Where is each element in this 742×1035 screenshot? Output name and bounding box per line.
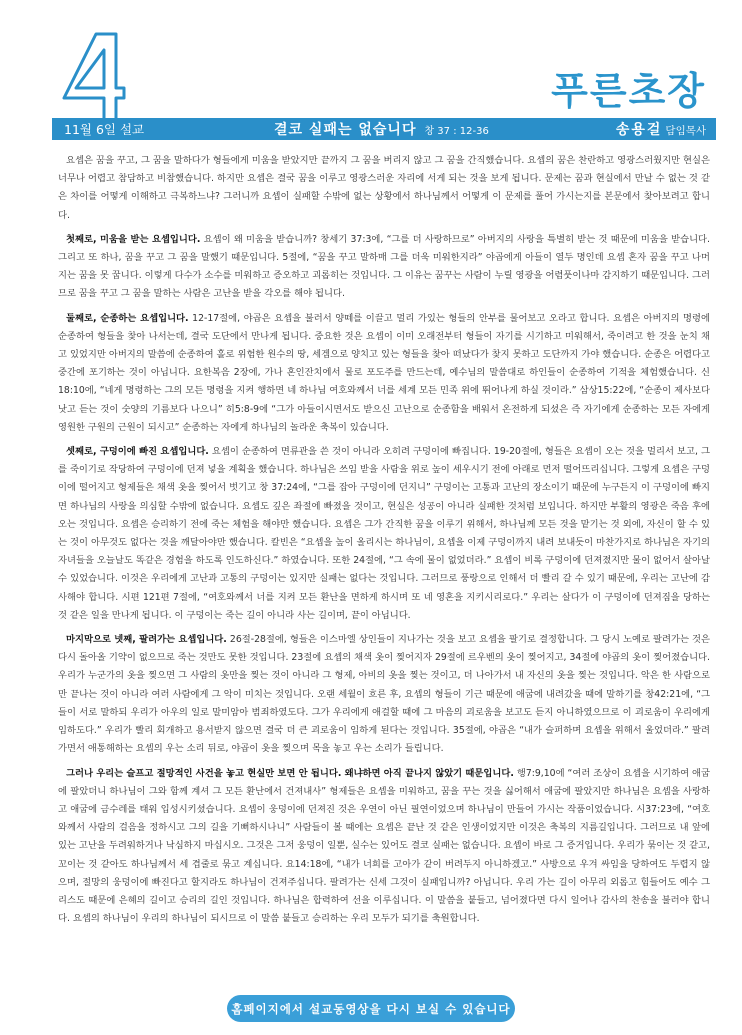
paragraph-point-3 (58, 443, 710, 625)
point-3-text: 요셉이 순종하여 면류관을 쓴 것이 아니라 오히려 구덩이에 빠집니다. 19-20절에, 형들은 요셉이 오는 것을 멀리서 보고, 그를 죽이기로 작당하여 구덩이에 던져 넣을 계획을 했습니다. 하나님은 쓰임 받을 사람을 위로 높이 세우시기 전에 아래로 먼저 떨어뜨리십니다. 그렇게 요셉은 구덩이에 떨어지고 형제들은 채색 옷을 찢어서 벗기고 창 37:24에, “그를 잡아 구덩이에 던지니” 구덩이는 고통과 고난의 장소이기 때문에 누구든지 이 구덩이에 빠지면 하나님의 사랑을 의심할 수밖에 없습니다. 요셉도 깊은 좌절에 빠졌을 것이고, 현실은 성공이 아니라 실패한 것처럼 보입니다. 하지만 부활의 영광은 죽음 후에 오는 것입니다. 요셉은 승리하기 전에 죽는 체험을 해야만 했습니다. 요셉은 그가 간직한 꿈을 이루기 위해서, 하나님께 모든 것을 맡기는 것 외에, 자신이 할 수 있는 것이 아무것도 없다는 것을 깨달아야만 했습니다. 칼빈은 “요셉을 높이 올리시는 하나님이, 요셉을 이제 구덩이까지 내려 보내듯이 마찬가지로 하나님은 자기의 자녀들을 오늘날도 똑같은 경험을 하도록 인도하신다.” 하였습니다. 또한 24절에, “그 속에 물이 없었더라.” 요셉이 비록 구덩이에 던져졌지만 물이 없어서 살아날 수 있었습니다. 이것은 우리에게 고난과 고통의 구덩이는 있지만 실패는 없다는 것입니다. 그러므로 풍랑으로 인해서 더 빨리 갈 수 있기 때문에, 우리는 고난에 감사해야 합니다. 시편 121편 7절에, “여호와께서 너를 지켜 모든 환난을 면하게 하시며 또 네 영혼을 지키시리로다.” 우리는 살다가 이 구덩이에 던져짐을 당하는 것 같은 일을 만나게 됩니다. 이 구덩이는 죽는 길이 아니라 사는 길이며, 끝이 아닙니다. (58, 446, 710, 621)
brand-title: 푸른초장 (551, 69, 706, 113)
video-notice-button[interactable]: 홈페이지에서 설교동영상을 다시 보실 수 있습니다 (227, 995, 515, 1022)
point-1-text: 요셉이 왜 미움을 받습니까? 창세기 37:3에, “그를 더 사랑하므로” 아버지의 사랑을 특별히 받는 것 때문에 미움을 받습니다. 그리고 또 하나, 꿈을 꾸고 그 꿈을 말했기 때문입니다. 5절에, “꿈을 꾸고 말하매 그를 더욱 미워한지라” 야곱에게 아들이 열두 명인데 요셉 혼자 꿈을 꾸고 나머지는 꿈을 못 꿉니다. 이렇게 다수가 소수를 미워하고 증오하고 괴롭히는 것입니다. 그 이유는 꿈꾸는 사람이 누릴 영광을 어렴풋이나마 감지하기 때문입니다. 그러므로 꿈을 꾸고 그 꿈을 말하는 사람은 고난을 받을 각오를 해야 됩니다. (58, 233, 710, 300)
scripture-reference: 창 37 : 12-36 (424, 126, 489, 137)
paragraph-intro: 요셉은 꿈을 꾸고, 그 꿈을 말하다가 형들에게 미움을 받았지만 끝까지 그 꿈을 버리지 않고 그 꿈을 간직했습니다. 요셉의 꿈은 찬란하고 영광스러웠지만 현실은 너무나 어렵고 참담하고 비참했습니다. 하지만 요셉은 결국 꿈을 이루고 영광스러운 자리에 서게 되는 것을 보게 됩니다. 문제는 꿈과 현실에서 만날 수 없는 것 같은 차이를 어떻게 이해하고 극복하느냐? 그러니까 요셉이 실패할 수밖에 없는 상황에서 하나님께서 어떻게 이 문제를 풀어 가시는지를 본문에서 찾아보려고 합니다. (58, 155, 710, 221)
point-3-heading: 셋째로, 구덩이에 빠진 요셉입니다. (66, 446, 209, 458)
sermon-header-bar (52, 118, 716, 140)
point-2-text: 12-17절에, 야곱은 요셉을 불러서 양떼를 이끌고 멀리 가있는 형들의 안부를 물어보고 오라고 합니다. 요셉은 아버지의 명령에 순종하여 형들을 찾아 나서는데, 결국 도단에서 만나게 됩니다. 중요한 것은 요셉이 이미 오래전부터 형들이 자기를 시기하고 미워해서, 죽이려고 한 것을 눈치 채고 있었지만 아버지의 말씀에 순종하여 홀로 위험한 원수의 땅, 세겜으로 양치고 있는 형들을 찾아 떠났다가 찾지 못하고 도단까지 가야 했습니다. 순종은 어렵다고 중간에 포기하는 것이 아닙니다. 요한복음 2장에, 가나 혼인잔치에서 물로 포도주를 만드는데, 예수님의 말씀대로 하인들이 순종하여 기적을 체험했습니다. 신 18:10에, “네게 명령하는 그의 모든 명령을 지켜 행하면 네 하나님 여호와께서 너를 세계 모든 민족 위에 뛰어나게 하실 것이라.” 삼상15:22에, “순종이 제사보다 낫고 듣는 것이 숫양의 기름보다 나으니” 히5:8-9에 “그가 아들이시면서도 받으신 고난으로 순종함을 배워서 온전하게 되셨은 즉 자기에게 순종하는 모든 자에게 영원한 구원의 근원이 되시고” 순종하는 자에게 하나님의 놀라운 축복이 있습니다. (58, 312, 710, 433)
pastor-name: 송용걸 (615, 122, 663, 138)
point-4-text: 26절-28절에, 형들은 이스마엘 상인들이 지나가는 것을 보고 요셉을 팔기로 결정합니다. 그 당시 노예로 팔려가는 것은 다시 돌아올 기약이 없으므로 죽는 것만도 못한 것입니다. 23절에 요셉의 채색 옷이 찢어지자 29절에 르우벤의 옷이 찢어지고, 34절에 야곱의 옷이 찢어졌습니다. 우리가 누군가의 옷을 찢으면 그 사람의 옷만을 찢는 것이 아니라 그 형제, 아비의 옷을 찢는 것이고, 더 나아가서 내 자신의 옷을 찢는 것입니다. 악은 한 사람으로만 끝나는 것이 아니라 여러 사람에게 그 악이 미치는 것입니다. 오랜 세월이 흐른 후, 요셉의 형들이 기근 때문에 애굽에 내려갔을 때에 말하기를 창42:21에, “그들이 서로 말하되 우리가 아우의 일로 말미암아 범죄하였도다. 그가 우리에게 애걸할 때에 그 마음의 괴로움을 보고도 듣지 아니하였으므로 이 괴로움이 우리에게 임하도다.” 우리가 빨리 회개하고 용서받지 않으면 결국 더 큰 괴로움이 임하게 된다는 것입니다. 35절에, 야곱은 “내가 슬퍼하며 요셉을 위해서 울었더라.” 팔려가면서 애통해하는 요셉의 우는 소리 뒤로, 야곱이 옷을 찢으며 목을 놓고 우는 소리가 들립니다. (58, 634, 711, 755)
point-4-heading: 마지막으로 넷째, 팔려가는 요셉입니다. (66, 634, 227, 646)
issue-number-graphic (56, 28, 126, 130)
conclusion-heading: 그러나 우리는 슬프고 절망적인 사건을 놓고 현실만 보면 안 됩니다. 왜냐하면 아직 끝나지 않았기 때문입니다. (66, 767, 514, 779)
sermon-date: 11월 6일 설교 (64, 122, 145, 137)
conclusion-text: 행7:9,10에 “여러 조상이 요셉을 시기하여 애굽에 팔았더니 하나님이 그와 함께 계셔 그 모든 환난에서 건져내사” 형제들은 요셉을 미워하고, 꿈을 꾸는 것을 싫어해서 애굽에 팔았지만 하나님은 요셉을 사랑하고 애굽에 금수레를 태워 입성시키셨습니다. 요셉이 웅덩이에 던져진 것은 우연이 아닌 필연이었으며 하나님이 만들어 가시는 작품이었습니다. 시37:23에, “여호와께서 사람의 걸음을 정하시고 그의 길을 기뻐하시나니” 사람들이 볼 때에는 요셉은 끝난 것 같은 인생이었지만 이것은 축복의 지름길입니다. 그러므로 내 앞에 있는 고난을 두려워하거나 낙심하지 마십시오. 그것은 그저 웅덩이 일뿐, 실수는 있어도 결코 실패는 없습니다. 요셉이 바로 그 증거입니다. 우리가 묶이는 것 같고, 꼬이는 것 같아도 하나님께서 세 겹줄로 묶고 계십니다. 요14:18에, “내가 너희를 고아가 같이 버려두지 아니하겠고.” 사방으로 우겨 싸임을 당하여도 두렵지 않으며, 절망의 웅덩이에 빠진다고 할지라도 하나님이 건져주십니다. 팔려가는 신세 그것이 실패입니까? 아닙니다. 우리 가는 길이 아무리 외롭고 힘들어도 예수 그리스도 때문에 은혜의 길이고 승리의 길인 것입니다. 하나님은 합력하여 선을 이루십니다. 이 말씀을 붙들고, 넘어졌다면 다시 일어나 감사의 찬송을 불러야 합니다. 요셉의 하나님이 우리의 하나님이 되시므로 이 말씀 붙들고 승리하는 우리 모두가 되기를 축원합니다. (58, 767, 710, 925)
pastor-role: 담임목사 (665, 125, 706, 137)
paragraph-conclusion (58, 765, 710, 929)
point-2-heading: 둘째로, 순종하는 요셉입니다. (66, 312, 189, 324)
sermon-title-group (274, 119, 489, 139)
sermon-title: 결코 실패는 없습니다 (274, 122, 417, 138)
pastor-group (616, 119, 706, 139)
sermon-body (58, 152, 710, 992)
point-1-heading: 첫째로, 미움을 받는 요셉입니다. (66, 233, 201, 245)
paragraph-point-1 (58, 231, 710, 304)
paragraph-point-2 (58, 310, 710, 437)
paragraph-point-4 (58, 631, 710, 758)
